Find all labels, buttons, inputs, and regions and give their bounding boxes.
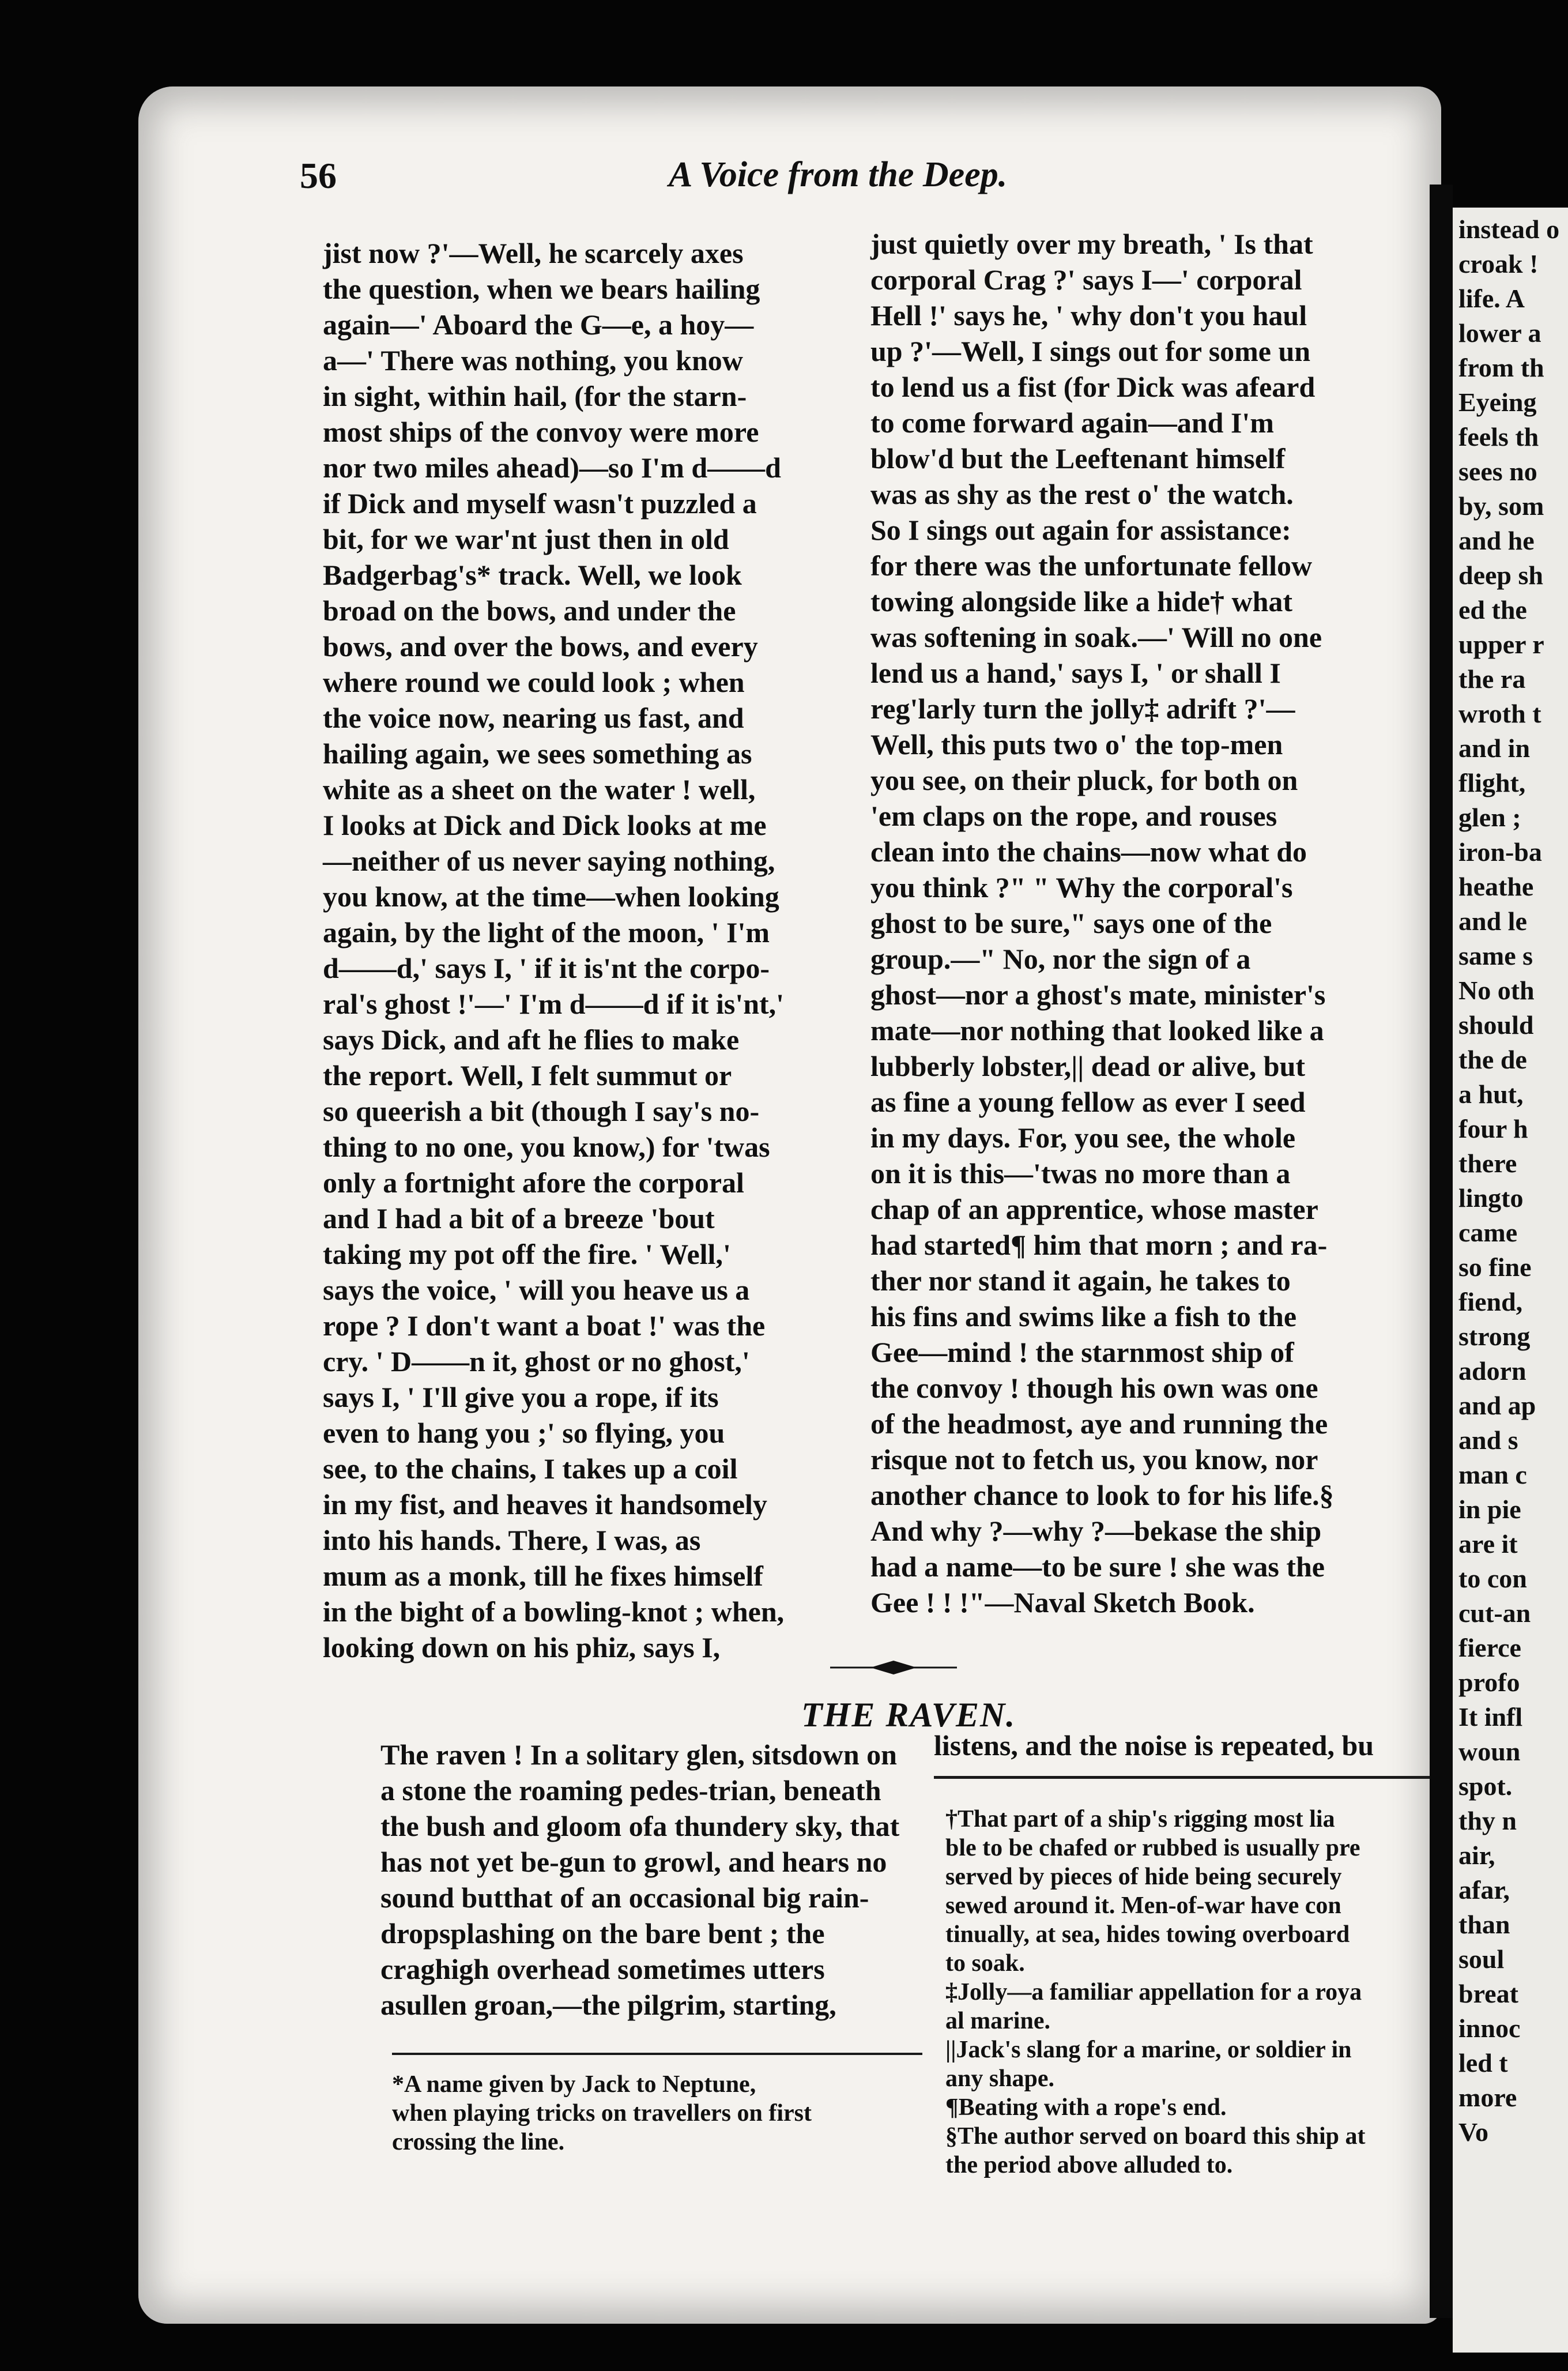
facing-page-line: should [1458, 1010, 1534, 1040]
text-line: says the voice, ' will you heave us a [323, 1274, 750, 1306]
text-line: high overhead sometimes utters a [380, 1953, 825, 2021]
facing-page-line: fiend, [1458, 1287, 1523, 1316]
facing-page-line: than [1458, 1910, 1510, 1939]
footnote-line: ‡Jolly—a familiar appellation for a roya [945, 1979, 1362, 2005]
facing-page-line: and he [1458, 526, 1535, 555]
footnote-line: tinually, at sea, hides towing overboard [945, 1921, 1350, 1948]
facing-page-line: Eyeing [1458, 387, 1537, 417]
text-line: splashing on the bare bent ; the crag [380, 1917, 825, 1985]
text-line: Gee ! ! !"—Naval Sketch Book. [870, 1586, 1255, 1619]
text-line: nor two miles ahead)—so I'm d——d [323, 451, 781, 484]
facing-page-line: in pie [1458, 1495, 1521, 1524]
facing-page-line: man c [1458, 1460, 1527, 1489]
text-line: rope ? I don't want a boat !' was the [323, 1309, 766, 1342]
text-line: you think ?" " Why the corporal's [870, 871, 1293, 904]
facing-page-line: deep sh [1458, 560, 1543, 590]
text-line: the question, when we bears hailing [323, 273, 760, 305]
facing-page-line: so fine [1458, 1252, 1532, 1282]
facing-page-line: more [1458, 2083, 1517, 2112]
facing-page-line: cut-an [1458, 1598, 1531, 1628]
section-title: THE RAVEN. [801, 1696, 1016, 1734]
text-line: you see, on their pluck, for both on [870, 764, 1298, 796]
facing-page-line: woun [1458, 1737, 1521, 1766]
footnote-rule-left [392, 2053, 922, 2055]
footnote-line: crossing the line. [392, 2129, 565, 2155]
text-line: was as shy as the rest o' the watch. [870, 478, 1294, 510]
facing-page-line: same s [1458, 941, 1533, 970]
facing-page-line: instead o [1458, 214, 1560, 244]
facing-page-line: fierce [1458, 1633, 1521, 1662]
text-line: ral's ghost !'—' I'm d——d if it is'nt,' [323, 988, 785, 1020]
facing-page-line: profo [1458, 1668, 1520, 1697]
text-line: ghost—nor a ghost's mate, minister's [870, 978, 1326, 1011]
facing-page-line: flight, [1458, 768, 1526, 797]
page-header [300, 155, 1395, 206]
text-line: clean into the chains—now what do [870, 836, 1307, 868]
text-line: lend us a hand,' says I, ' or shall I [870, 657, 1281, 689]
facing-page-line: iron-ba [1458, 837, 1542, 867]
facing-page-line: led t [1458, 2048, 1508, 2078]
text-line: ther nor stand it again, he takes to [870, 1264, 1291, 1297]
text-line: says Dick, and aft he flies to make [323, 1023, 740, 1056]
facing-page-line: life. A [1458, 284, 1525, 313]
facing-page-line: are it [1458, 1529, 1518, 1559]
facing-page-line: strong [1458, 1322, 1531, 1351]
text-line: you know, at the time—when looking [323, 880, 779, 913]
facing-page-line: to con [1458, 1564, 1527, 1593]
facing-page-text [1453, 208, 1568, 2150]
footnote-line: sewed around it. Men-of-war have con [945, 1892, 1341, 1919]
facing-page-line: and in [1458, 733, 1531, 763]
text-line: as fine a young fellow as ever I seed [870, 1086, 1306, 1118]
facing-page-line: air, [1458, 1841, 1495, 1870]
text-line: white as a sheet on the water ! well, [323, 773, 756, 806]
text-line: Hell !' says he, ' why don't you haul [870, 299, 1307, 332]
facing-page-line: glen ; [1458, 803, 1521, 832]
footnote-line: ble to be chafed or rubbed is usually pre [945, 1835, 1360, 1861]
text-line: says I, ' I'll give you a rope, if its [323, 1381, 719, 1413]
text-line: hailing again, we sees something as [323, 737, 752, 770]
footnote-line: the period above alluded to. [945, 2152, 1233, 2178]
text-line: Well, this puts two o' the top-men [870, 728, 1283, 761]
text-line: had started¶ him that morn ; and ra- [870, 1229, 1328, 1261]
text-line: in my fist, and heaves it handsomely [323, 1488, 767, 1521]
facing-page-line: from th [1458, 353, 1544, 382]
text-line: a—' There was nothing, you know [323, 344, 743, 377]
text-line: only a fortnight afore the corporal [323, 1166, 744, 1199]
text-line: mum as a monk, till he fixes himself [323, 1560, 763, 1592]
text-line: was softening in soak.—' Will no one [870, 621, 1322, 653]
text-line: chap of an apprentice, whose master [870, 1193, 1318, 1225]
text-line: into his hands. There, I was, as [323, 1524, 701, 1556]
text-line: So I sings out again for assistance: [870, 514, 1291, 546]
running-title: A Voice from the Deep. [669, 155, 1008, 194]
footnote-line: §The author served on board this ship at [945, 2123, 1366, 2150]
text-line: in the bight of a bowling-knot ; when, [323, 1595, 785, 1628]
facing-page-line: wroth t [1458, 699, 1541, 728]
facing-page-line: the ra [1458, 664, 1526, 694]
text-line: in sight, within hail, (for the starn- [323, 380, 747, 412]
text-line: bit, for we war'nt just then in old [323, 523, 729, 555]
text-line: up ?'—Well, I sings out for some un [870, 335, 1311, 367]
text-line: just quietly over my breath, ' Is that [870, 228, 1313, 260]
section-divider-ornament [830, 1661, 957, 1674]
text-line: so queerish a bit (though I say's no- [323, 1095, 760, 1127]
text-line: d——d,' says I, ' if it is'nt the corpo- [323, 952, 770, 984]
facing-page-line: four h [1458, 1114, 1528, 1143]
facing-page-line: soul [1458, 1944, 1505, 1974]
facing-page-line: lower a [1458, 318, 1541, 348]
text-line: of the headmost, aye and running the [870, 1407, 1328, 1440]
facing-page-line: feels th [1458, 422, 1539, 451]
footnote-line: ¶Beating with a rope's end. [945, 2094, 1227, 2121]
facing-page-line: there [1458, 1149, 1517, 1178]
raven-article-continuation: listens, and the noise is repeated, bu [934, 1729, 1374, 1762]
footnote-line: ||Jack's slang for a marine, or soldier in [945, 2037, 1352, 2063]
text-line: —neither of us never saying nothing, [323, 845, 775, 877]
facing-page-line: came [1458, 1218, 1518, 1247]
footnote-rule-right [934, 1776, 1430, 1779]
footnotes-left [392, 2070, 934, 2157]
footnote-line: al marine. [945, 2008, 1050, 2034]
text-line: sullen groan,—the pilgrim, starting, [395, 1989, 836, 2021]
text-line: looking down on his phiz, says I, [323, 1631, 721, 1664]
facing-page-line: and le [1458, 906, 1527, 936]
text-line: on it is this—'twas no more than a [870, 1157, 1291, 1190]
text-line: for there was the unfortunate fellow [870, 550, 1313, 582]
text-line: lubberly lobster,|| dead or alive, but [870, 1050, 1306, 1082]
facing-page-line: innoc [1458, 2014, 1521, 2043]
text-line: thing to no one, you know,) for 'twas [323, 1131, 770, 1163]
facing-page-line: by, som [1458, 491, 1544, 521]
text-line: reg'larly turn the jolly‡ adrift ?'— [870, 693, 1295, 725]
facing-page-line: adorn [1458, 1356, 1526, 1386]
text-line: another chance to look to for his life.§ [870, 1479, 1334, 1511]
right-column-text [870, 226, 1412, 1620]
facing-page-line: and s [1458, 1425, 1518, 1455]
text-line: see, to the chains, I takes up a coil [323, 1452, 738, 1485]
text-line: in my days. For, you see, the whole [870, 1121, 1296, 1154]
footnote-line: served by pieces of hide being securely [945, 1864, 1342, 1890]
footnote-line: †That part of a ship's rigging most lia [945, 1806, 1335, 1832]
text-line: broad on the bows, and under the [323, 594, 736, 627]
footnote-line: any shape. [945, 2065, 1055, 2092]
text-line: corporal Crag ?' says I—' corporal [870, 264, 1302, 296]
facing-page-line: and ap [1458, 1391, 1536, 1420]
facing-page-line: breat [1458, 1979, 1518, 2008]
text-line: And why ?—why ?—bekase the ship [870, 1515, 1322, 1547]
page-number: 56 [300, 155, 337, 196]
raven-article-text [380, 1737, 911, 2023]
facing-page-line: ed the [1458, 595, 1527, 624]
text-line: jist now ?'—Well, he scarcely axes [323, 237, 744, 269]
text-line: Badgerbag's* track. Well, we look [323, 559, 742, 591]
facing-page-line: Vo [1458, 2117, 1488, 2147]
text-line: and I had a bit of a breeze 'bout [323, 1202, 715, 1235]
text-line: his fins and swims like a fish to the [870, 1300, 1297, 1333]
facing-page-line: a hut, [1458, 1079, 1524, 1109]
facing-page-line: spot. [1458, 1771, 1513, 1801]
text-line: risque not to fetch us, you know, nor [870, 1443, 1318, 1476]
facing-page-line: croak ! [1458, 249, 1539, 279]
text-line: if Dick and myself wasn't puzzled a [323, 487, 757, 520]
text-line: again—' Aboard the G—e, a hoy— [323, 308, 754, 341]
text-line: blow'd but the Leeftenant himself [870, 442, 1286, 475]
footnote-line: to soak. [945, 1950, 1025, 1977]
text-line: I looks at Dick and Dick looks at me [323, 809, 767, 841]
text-line: Gee—mind ! the starnmost ship of [870, 1336, 1294, 1368]
text-line: where round we could look ; when [323, 666, 745, 698]
text-line: group.—" No, nor the sign of a [870, 943, 1251, 975]
text-line: gun to growl, and hears no sound but [380, 1846, 887, 1914]
text-line: that of an occasional big rain-drop [380, 1881, 869, 1950]
text-line: ghost to be sure," says one of the [870, 907, 1272, 939]
text-line: most ships of the convoy were more [323, 416, 759, 448]
footnote-line: *A name given by Jack to Neptune, [392, 2071, 756, 2098]
text-line: 'em claps on the rope, and rouses [870, 800, 1277, 832]
facing-page-line: lingto [1458, 1183, 1524, 1213]
text-line: even to hang you ;' so flying, you [323, 1417, 725, 1449]
facing-page-line: sees no [1458, 457, 1537, 486]
text-line: down on a stone the roaming pedes- [380, 1738, 897, 1807]
footnote-line: when playing tricks on travellers on first [392, 2100, 812, 2127]
text-line: the voice now, nearing us fast, and [323, 702, 744, 734]
facing-page-line: the de [1458, 1045, 1527, 1074]
facing-page-line: heathe [1458, 872, 1534, 901]
text-line: to lend us a fist (for Dick was afeard [870, 371, 1316, 403]
left-column-text [323, 235, 888, 1665]
text-line: taking my pot off the fire. ' Well,' [323, 1238, 731, 1270]
footnotes-right [945, 1805, 1441, 2180]
facing-page-line: It infl [1458, 1702, 1523, 1732]
facing-page-line: upper r [1458, 630, 1544, 659]
facing-page-line: afar, [1458, 1875, 1510, 1905]
text-line: cry. ' D——n it, ghost or no ghost,' [323, 1345, 750, 1378]
facing-page-line: No oth [1458, 976, 1535, 1005]
text-line: mate—nor nothing that looked like a [870, 1014, 1324, 1047]
text-line: the report. Well, I felt summut or [323, 1059, 732, 1092]
facing-page-line: thy n [1458, 1806, 1517, 1835]
text-line: bows, and over the bows, and every [323, 630, 758, 663]
facing-page-fragment [1453, 208, 1568, 2353]
text-line: again, by the light of the moon, ' I'm [323, 916, 770, 949]
text-line: had a name—to be sure ! she was the [870, 1550, 1325, 1583]
text-line: to come forward again—and I'm [870, 407, 1274, 439]
text-line: trian, beneath the bush and gloom of [380, 1774, 881, 1842]
text-line: The raven ! In a solitary glen, sits [380, 1738, 792, 1771]
text-line: towing alongside like a hide† what [870, 585, 1293, 618]
text-line: a thundery sky, that has not yet be- [380, 1810, 900, 1878]
text-line: the convoy ! though his own was one [870, 1372, 1318, 1404]
